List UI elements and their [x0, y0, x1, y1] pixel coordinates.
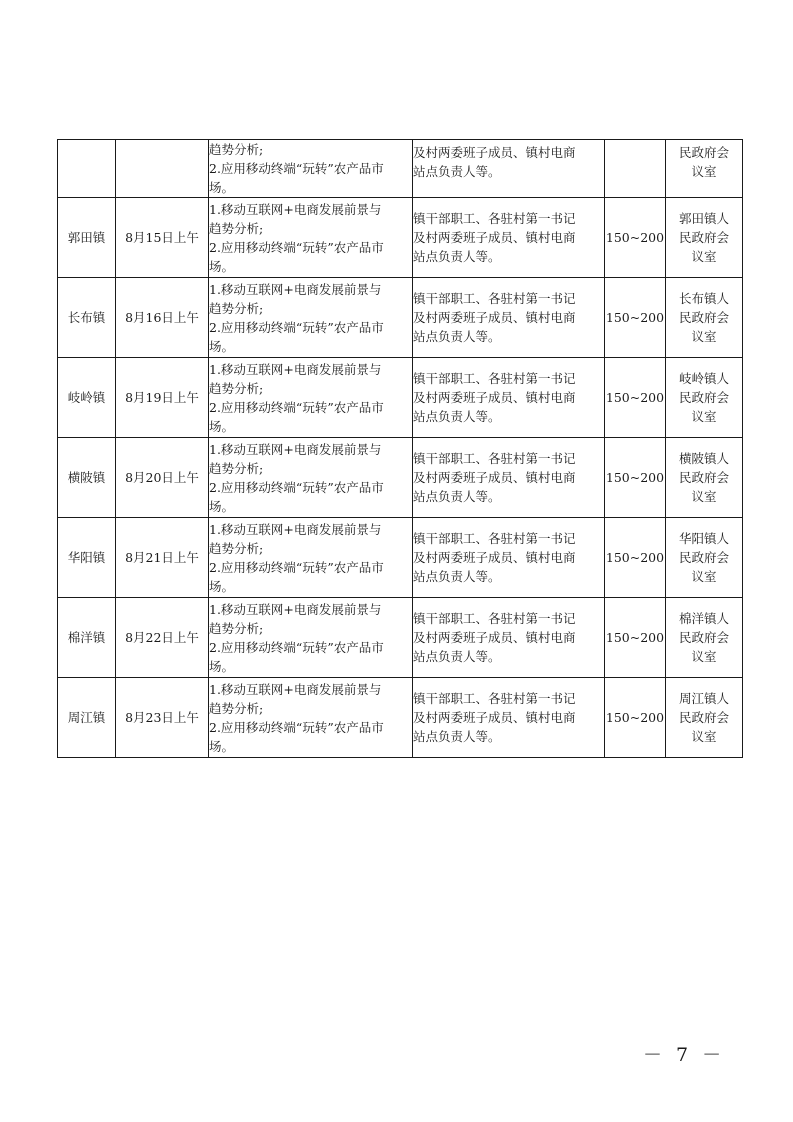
town-cell: 郭田镇 — [58, 198, 116, 278]
venue-line: 议室 — [691, 409, 717, 424]
table-row — [58, 678, 743, 758]
venue-line: 周江镇人 — [678, 691, 729, 706]
topic-line: 1.移动互联网+电商发展前景与 — [209, 281, 382, 297]
topic-cell — [209, 198, 413, 278]
topic-line: 场。 — [209, 338, 235, 354]
venue-cell — [666, 678, 743, 758]
topic-line: 1.移动互联网+电商发展前景与 — [209, 601, 382, 617]
topic-line: 趋势分析; — [209, 540, 264, 556]
count-cell: 150~200 — [605, 598, 666, 678]
participants-line: 镇干部职工、各驻村第一书记 — [413, 371, 576, 386]
participants-line: 及村两委班子成员、镇村电商 — [413, 550, 576, 565]
participants-line: 镇干部职工、各驻村第一书记 — [413, 531, 576, 546]
venue-line: 民政府会 — [678, 230, 729, 245]
town-cell: 横陂镇 — [58, 438, 116, 518]
participants-cell — [413, 598, 605, 678]
topic-line: 场。 — [209, 738, 235, 754]
venue-line: 民政府会 — [678, 630, 729, 645]
topic-cell — [209, 358, 413, 438]
participants-line: 及村两委班子成员、镇村电商 — [413, 630, 576, 645]
topic-line: 场。 — [209, 498, 235, 514]
venue-cell — [666, 278, 743, 358]
topic-cell — [209, 438, 413, 518]
topic-line: 2.应用移动终端“玩转”农产品市 — [209, 559, 384, 575]
topic-cell — [209, 278, 413, 358]
count-cell: 150~200 — [605, 198, 666, 278]
participants-line: 站点负责人等。 — [413, 569, 501, 584]
venue-line: 议室 — [691, 569, 717, 584]
topic-line: 2.应用移动终端“玩转”农产品市 — [209, 239, 384, 255]
participants-cell — [413, 518, 605, 598]
topic-line: 1.移动互联网+电商发展前景与 — [209, 361, 382, 377]
table-row — [58, 358, 743, 438]
participants-cell — [413, 140, 605, 198]
venue-line: 议室 — [691, 164, 717, 179]
topic-cell — [209, 518, 413, 598]
venue-line: 横陂镇人 — [678, 451, 729, 466]
topic-cell — [209, 678, 413, 758]
table-row — [58, 438, 743, 518]
venue-cell — [666, 140, 743, 198]
date-cell: 8月16日上午 — [116, 278, 209, 358]
count-cell: 150~200 — [605, 518, 666, 598]
count-cell: 150~200 — [605, 278, 666, 358]
venue-line: 议室 — [691, 249, 717, 264]
table-row-continued — [58, 140, 743, 198]
town-cell: 长布镇 — [58, 278, 116, 358]
venue-cell — [666, 518, 743, 598]
topic-line: 场。 — [209, 180, 235, 195]
participants-line: 镇干部职工、各驻村第一书记 — [413, 291, 576, 306]
town-cell: 华阳镇 — [58, 518, 116, 598]
participants-line: 及村两委班子成员、镇村电商 — [413, 310, 576, 325]
date-cell: 8月22日上午 — [116, 598, 209, 678]
venue-line: 议室 — [691, 649, 717, 664]
topic-line: 2.应用移动终端“玩转”农产品市 — [209, 399, 384, 415]
topic-line: 1.移动互联网+电商发展前景与 — [209, 681, 382, 697]
town-cell: 棉洋镇 — [58, 598, 116, 678]
participants-line: 站点负责人等。 — [413, 489, 501, 504]
participants-line: 镇干部职工、各驻村第一书记 — [413, 691, 576, 706]
table-row — [58, 598, 743, 678]
count-cell: 150~200 — [605, 678, 666, 758]
topic-line: 场。 — [209, 658, 235, 674]
count-cell: 150~200 — [605, 438, 666, 518]
topic-line: 场。 — [209, 258, 235, 274]
participants-line: 站点负责人等。 — [413, 164, 501, 179]
venue-line: 民政府会 — [678, 550, 729, 565]
table-row — [58, 198, 743, 278]
participants-line: 镇干部职工、各驻村第一书记 — [413, 211, 576, 226]
venue-line: 棉洋镇人 — [678, 611, 729, 626]
participants-line: 站点负责人等。 — [413, 409, 501, 424]
town-cell: 岐岭镇 — [58, 358, 116, 438]
topic-line: 趋势分析; — [209, 700, 264, 716]
venue-line: 民政府会 — [678, 470, 729, 485]
participants-line: 镇干部职工、各驻村第一书记 — [413, 611, 576, 626]
participants-line: 及村两委班子成员、镇村电商 — [413, 145, 576, 160]
town-cell — [58, 140, 116, 198]
page-number: － 7 － — [643, 1044, 726, 1066]
date-cell: 8月19日上午 — [116, 358, 209, 438]
training-schedule-table — [57, 139, 743, 758]
topic-line: 1.移动互联网+电商发展前景与 — [209, 441, 382, 457]
participants-line: 及村两委班子成员、镇村电商 — [413, 470, 576, 485]
count-cell: 150~200 — [605, 358, 666, 438]
table-row — [58, 518, 743, 598]
topic-line: 趋势分析; — [209, 142, 264, 157]
topic-line: 场。 — [209, 578, 235, 594]
topic-line: 2.应用移动终端“玩转”农产品市 — [209, 161, 384, 176]
venue-cell — [666, 438, 743, 518]
participants-line: 及村两委班子成员、镇村电商 — [413, 390, 576, 405]
participants-line: 镇干部职工、各驻村第一书记 — [413, 451, 576, 466]
venue-line: 议室 — [691, 729, 717, 744]
topic-line: 场。 — [209, 418, 235, 434]
participants-cell — [413, 438, 605, 518]
venue-cell — [666, 358, 743, 438]
venue-cell — [666, 198, 743, 278]
topic-line: 趋势分析; — [209, 220, 264, 236]
topic-line: 1.移动互联网+电商发展前景与 — [209, 521, 382, 537]
participants-line: 站点负责人等。 — [413, 729, 501, 744]
venue-line: 民政府会 — [678, 710, 729, 725]
participants-cell — [413, 278, 605, 358]
venue-line: 民政府会 — [678, 145, 729, 160]
topic-line: 2.应用移动终端“玩转”农产品市 — [209, 639, 384, 655]
participants-line: 及村两委班子成员、镇村电商 — [413, 710, 576, 725]
topic-line: 2.应用移动终端“玩转”农产品市 — [209, 719, 384, 735]
venue-line: 民政府会 — [678, 390, 729, 405]
topic-cell — [209, 140, 413, 198]
participants-line: 站点负责人等。 — [413, 649, 501, 664]
venue-line: 议室 — [691, 489, 717, 504]
date-cell: 8月15日上午 — [116, 198, 209, 278]
participants-cell — [413, 198, 605, 278]
participants-line: 站点负责人等。 — [413, 329, 501, 344]
count-cell — [605, 140, 666, 198]
date-cell: 8月21日上午 — [116, 518, 209, 598]
topic-line: 2.应用移动终端“玩转”农产品市 — [209, 479, 384, 495]
table-row — [58, 278, 743, 358]
topic-line: 1.移动互联网+电商发展前景与 — [209, 201, 382, 217]
venue-cell — [666, 598, 743, 678]
venue-line: 岐岭镇人 — [678, 371, 729, 386]
date-cell: 8月20日上午 — [116, 438, 209, 518]
venue-line: 华阳镇人 — [678, 531, 729, 546]
topic-line: 趋势分析; — [209, 460, 264, 476]
participants-line: 站点负责人等。 — [413, 249, 501, 264]
topic-line: 2.应用移动终端“玩转”农产品市 — [209, 319, 384, 335]
date-cell — [116, 140, 209, 198]
venue-line: 长布镇人 — [678, 291, 729, 306]
date-cell: 8月23日上午 — [116, 678, 209, 758]
topic-line: 趋势分析; — [209, 300, 264, 316]
participants-cell — [413, 358, 605, 438]
participants-cell — [413, 678, 605, 758]
topic-line: 趋势分析; — [209, 380, 264, 396]
venue-line: 民政府会 — [678, 310, 729, 325]
topic-cell — [209, 598, 413, 678]
participants-line: 及村两委班子成员、镇村电商 — [413, 230, 576, 245]
town-cell: 周江镇 — [58, 678, 116, 758]
venue-line: 议室 — [691, 329, 717, 344]
topic-line: 趋势分析; — [209, 620, 264, 636]
venue-line: 郭田镇人 — [678, 211, 729, 226]
